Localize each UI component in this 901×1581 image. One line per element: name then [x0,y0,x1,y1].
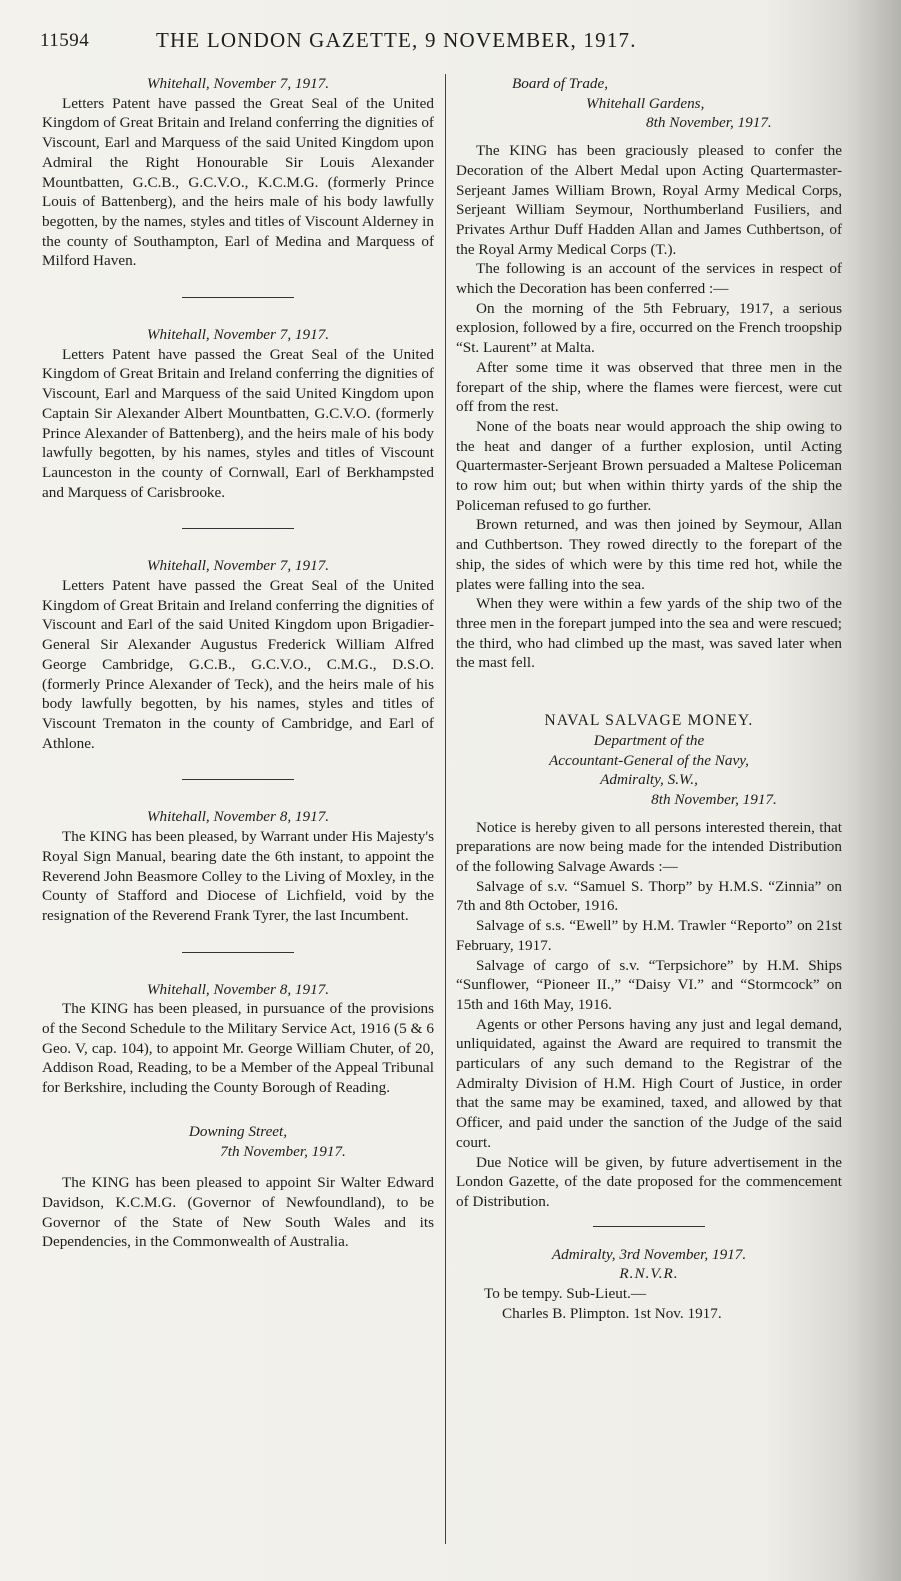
albert-medal-paragraph: When they were within a few yards of the ship two of the three men in the forepart jumped into the sea and were rescued; the third, who had climbed up the mast, was saved later when the mast fell. [456,595,842,672]
left-column [42,74,434,1252]
rnvr-heading: R.N.V.R. [619,1265,679,1283]
column-divider [445,74,446,1544]
salvage-paragraph: Salvage of s.v. “Samuel S. Thorp” by H.M.S. “Zinnia” on 7th and 8th October, 1916. [456,877,842,915]
albert-medal-paragraph: After some time it was observed that three men in the forepart of the ship, where the flames were fiercest, were cut off from the rest. [456,358,842,416]
notice-text: Letters Patent have passed the Great Seal of the United Kingdom of Great Britain and Ireland conferring the dignities of Viscount, Earl and Marquess of the said United Kingdom upon Admiral the Right Honourable Sir Louis Alexander Mountbatten, G.C.B., G.C.V.O., K.C.M.G. (formerly Prince Louis of Battenberg), and the heirs male of his body lawfully begotten, by the names, styles and titles of Viscount Alderney in the county of Southampton, Earl of Medina and Marquess of Milford Haven. [42,94,434,270]
naval-salvage-title: NAVAL SALVAGE MONEY. [544,712,754,730]
page-number: 11594 [40,30,90,51]
notice-text: The KING has been pleased, in pursuance of the provisions of the Second Schedule to the Military Service Act, 1916 (5 & 6 Geo. V, cap. 104), to appoint Mr. George William Chuter, of 20, Addison Road, Reading, to be a Member of the Appeal Tribunal for Berkshire, including the County Borough of Reading. [42,1000,434,1097]
section-separator [182,779,294,780]
albert-medal-paragraph: On the morning of the 5th February, 1917, a serious explosion, followed by a fire, occurred on the French troopship “St. Laurent” at Malta. [456,299,842,357]
section-separator [182,297,294,298]
section-separator [182,952,294,953]
rnvr-appointment: To be tempy. Sub-Lieut.— [484,1285,647,1303]
board-of-trade-heading: Board of Trade, [512,75,609,92]
notice-place: Downing Street, [188,1122,288,1140]
board-of-trade-address: Whitehall Gardens, [586,94,705,112]
notice-dateline: 7th November, 1917. [220,1142,346,1160]
salvage-paragraph: Salvage of s.s. “Ewell” by H.M. Trawler “Reporto” on 21st February, 1917. [456,917,842,954]
department-line: Department of the [593,731,705,749]
notice-dateline: Whitehall, November 8, 1917. [146,808,330,826]
department-line: Accountant-General of the Navy, [549,751,749,769]
notice-dateline: Whitehall, November 7, 1917. [146,326,330,344]
page-header [40,24,800,60]
board-of-trade-date: 8th November, 1917. [646,114,772,132]
salvage-paragraph: Notice is hereby given to all persons interested therein, that preparations are now being made for the intended Distribution of the following Salvage Awards :— [456,818,842,876]
notice-text: Letters Patent have passed the Great Seal of the United Kingdom of Great Britain and Ireland conferring the dignities of Viscount, Earl and Marquess of the said United Kingdom upon Captain Sir Alexander Albert Mountbatten, G.C.V.O. (formerly Prince Alexander of Battenberg), and the heirs male of his body lawfully begotten, by his names, styles and titles of Viscount Launceston in the county of Cornwall, Earl of Berkhampsted and Marquess of Carisbrooke. [42,345,434,501]
notice-text: The KING has been pleased to appoint Sir Walter Edward Davidson, K.C.M.G. (Governor of Newfoundland), to be Governor of the State of New South Wales and its Dependencies, in the Commonwealth of Australia. [42,1174,434,1251]
notice-dateline: Whitehall, November 7, 1917. [146,75,330,92]
rnvr-dateline: Admiralty, 3rd November, 1917. [551,1245,747,1263]
salvage-date: 8th November, 1917. [651,790,777,808]
albert-medal-paragraph: Brown returned, and was then joined by Seymour, Allan and Cuthbertson. They rowed directly to the forepart of the ship, the sides of which were by this time red hot, while the plates were falling into the sea. [456,516,842,593]
albert-medal-paragraph: The following is an account of the services in respect of which the Decoration has been conferred :— [456,260,842,298]
albert-medal-paragraph: The KING has been graciously pleased to confer the Decoration of the Albert Medal upon Acting Quartermaster-Serjeant James William Brown, Royal Army Medical Corps, Serjeant William Seymour, Northumberland Fusiliers, and Privates Arthur Duff Hadden Allan and James Cuthbertson, of the Royal Army Medical Corps (T.). [456,142,842,258]
salvage-paragraph: Due Notice will be given, by future advertisement in the London Gazette, of the date proposed for the commencement of Distribution. [456,1153,842,1210]
gazette-title: THE LONDON GAZETTE, 9 NOVEMBER, 1917. [156,28,637,52]
notice-text: The KING has been pleased, by Warrant under His Majesty's Royal Sign Manual, bearing date the 6th instant, to appoint the Reverend John Beasmore Colley to the Living of Moxley, in the County of Stafford and Diocese of Lichfield, void by the resignation of the Reverend Frank Tyrer, the last Incumbent. [42,828,434,924]
salvage-paragraph: Salvage of cargo of s.v. “Terpsichore” by H.M. Ships “Sunflower, “Pioneer II.,” “Daisy VI.” and “Stormcock” on 15th and 16th May, 1916. [456,956,842,1013]
right-column [456,74,842,1323]
section-separator [182,528,294,529]
notice-dateline: Whitehall, November 8, 1917. [146,980,330,998]
department-line: Admiralty, S.W., [600,771,698,789]
albert-medal-paragraph: None of the boats near would approach the ship owing to the heat and danger of a further explosion, until Acting Quartermaster-Serjeant Brown persuaded a Maltese Policeman to row him out; but when within thirty yards of the ship the Policeman refused to go further. [456,417,842,514]
notice-text: Letters Patent have passed the Great Seal of the United Kingdom of Great Britain and Ireland conferring the dignities of Viscount and Earl of the said United Kingdom upon Brigadier-General Sir Alexander Augustus Frederick William Alfred George Cambridge, G.C.B., G.C.V.O., C.M.G., D.S.O. (formerly Prince Alexander of Teck), and the heirs male of his body lawfully begotten, by his names, styles and titles of Viscount Trematon in the county of Cambridge, and Earl of Athlone. [42,577,434,752]
rnvr-appointee: Charles B. Plimpton. 1st Nov. 1917. [502,1304,722,1322]
section-separator [593,1226,705,1227]
notice-dateline: Whitehall, November 7, 1917. [146,557,330,575]
salvage-paragraph: Agents or other Persons having any just and legal demand, unliquidated, against the Award are required to transmit the particulars of any such demand to the Registrar of the Admiralty Division of H.M. High Court of Justice, in order that the same may be examined, taxed, and allowed by that Officer, and paid under the sanction of the Judge of the said court. [456,1015,842,1151]
